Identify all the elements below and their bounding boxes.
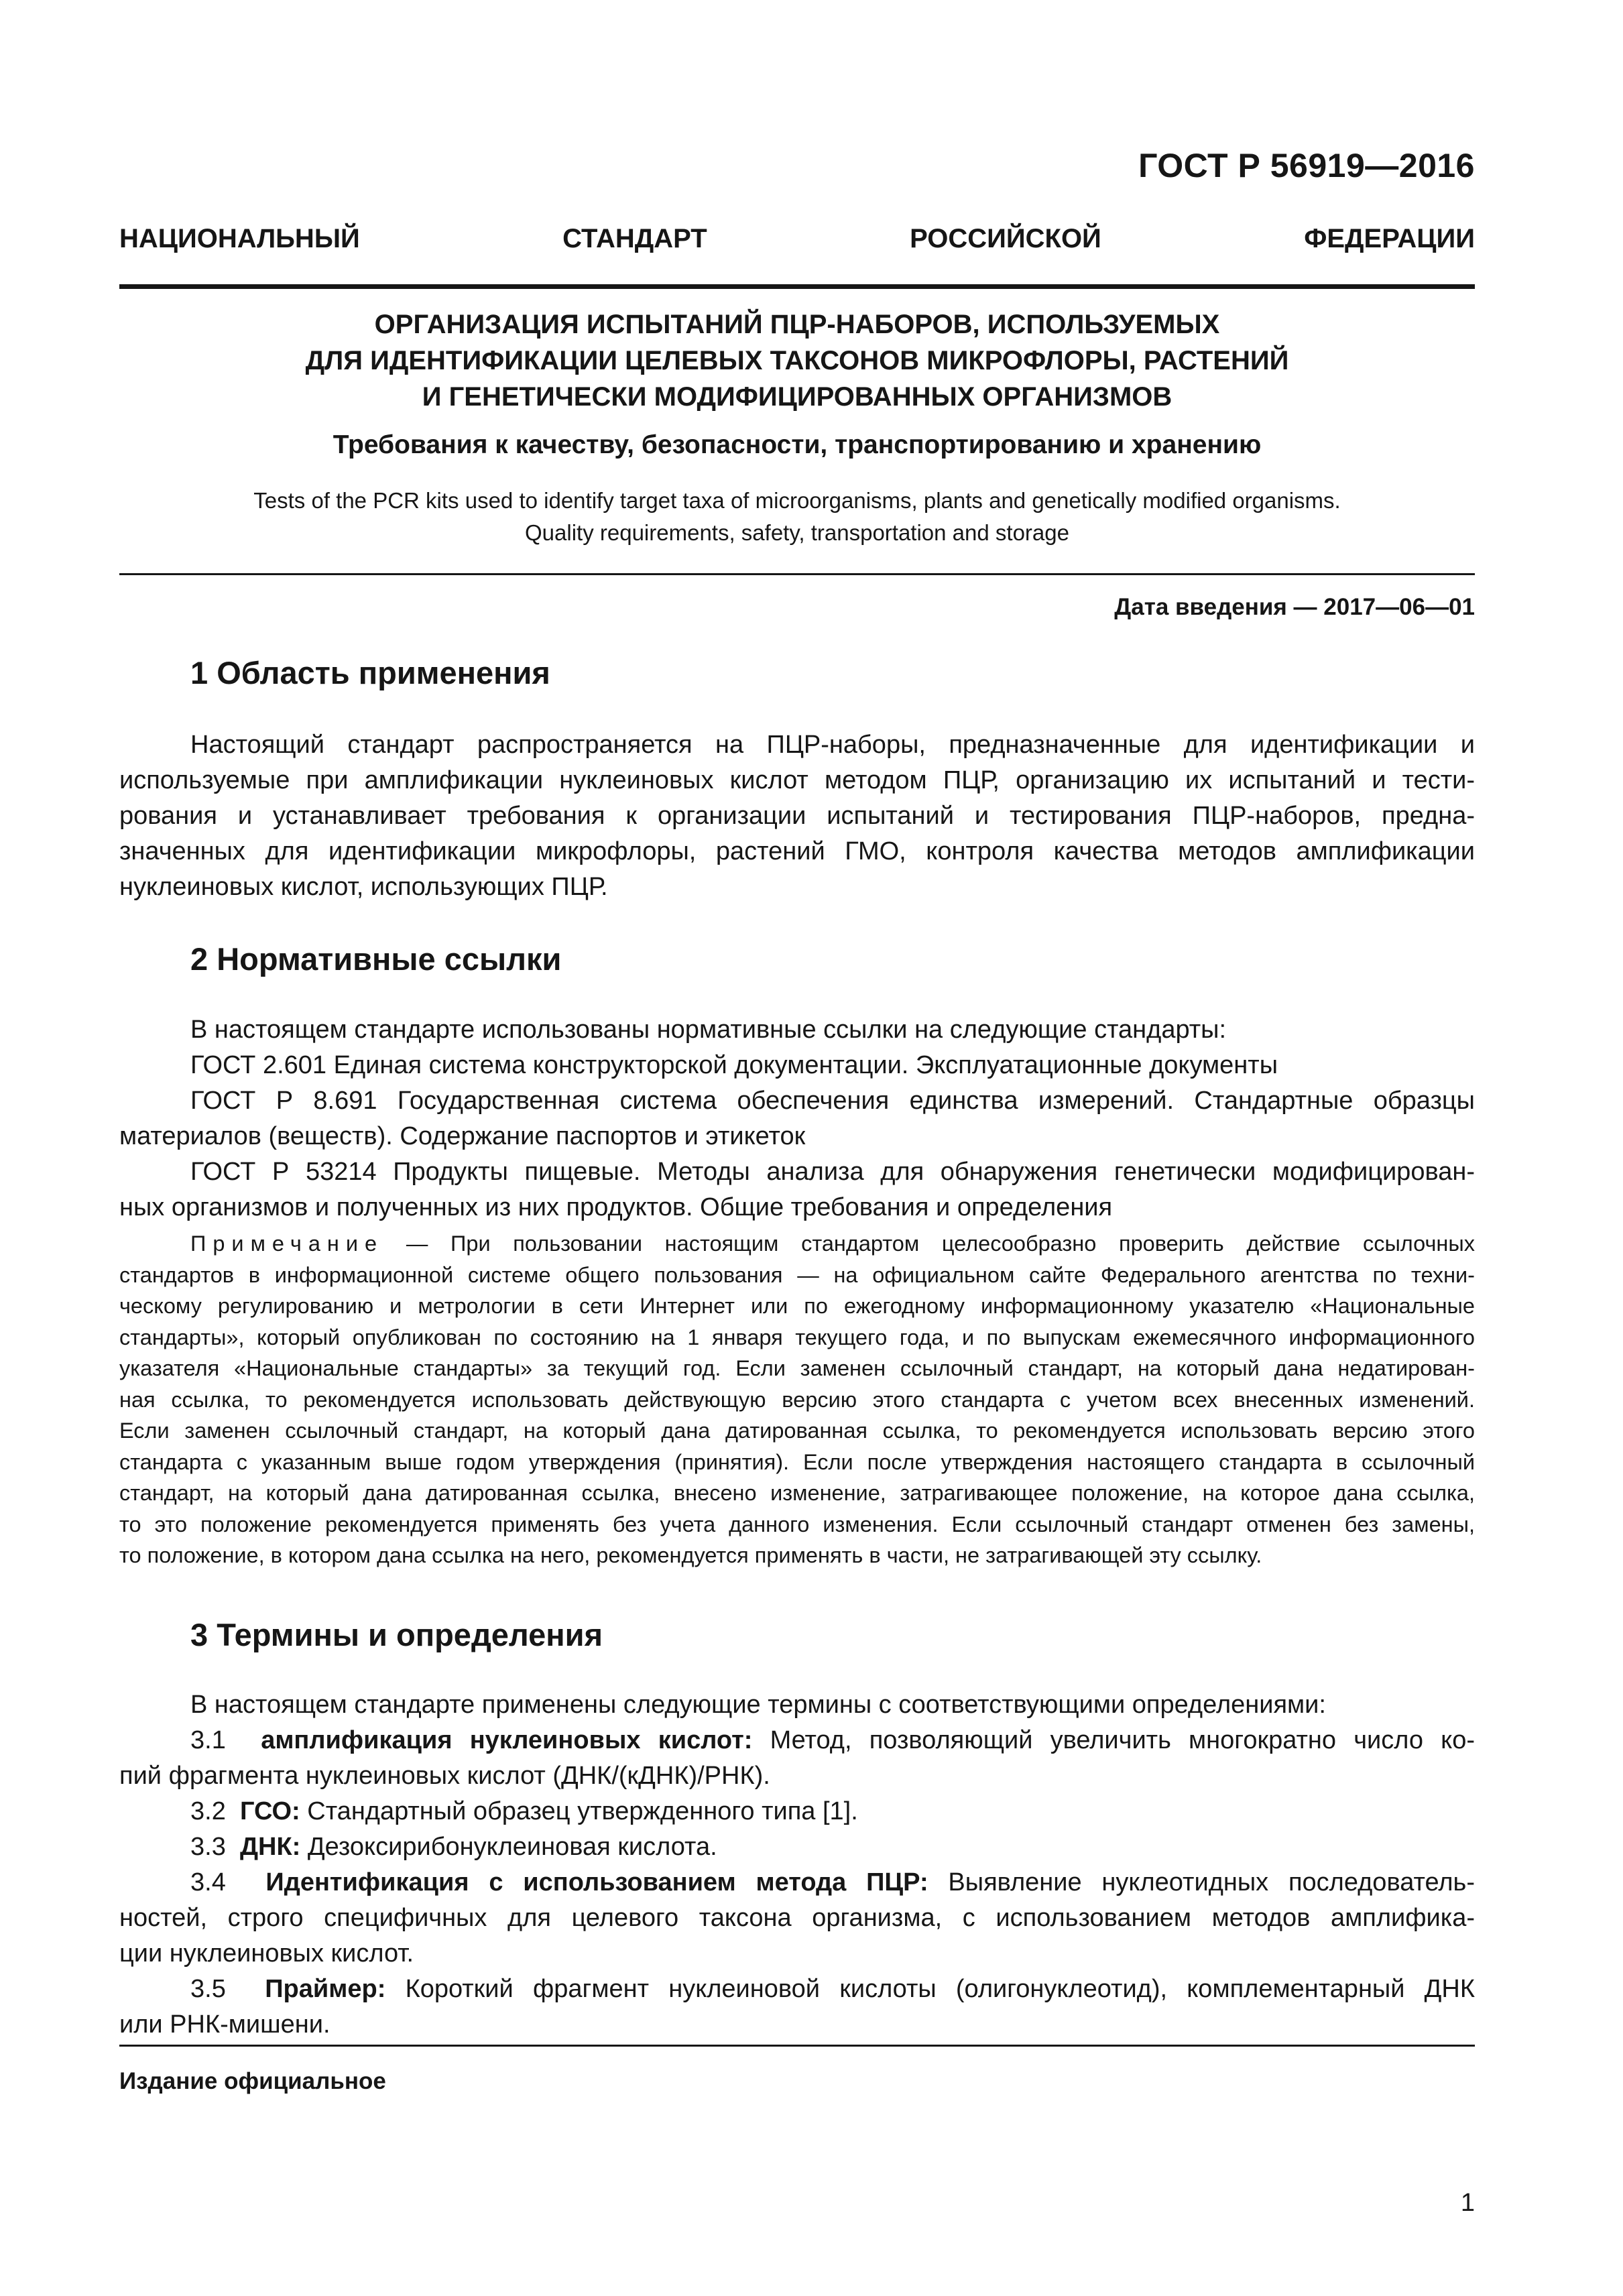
note-line: стандартов в информационной системе общего пользования — на официальном сайте Федерального агентства по техни- — [119, 1262, 1475, 1287]
document-title — [119, 306, 1475, 415]
text-line: или РНК-мишени. — [119, 2010, 330, 2039]
text-line: нуклеиновых кислот, использующих ПЦР. — [119, 873, 608, 901]
reference-gost-r-53214: ГОСТ Р 53214 Продукты пищевые. Методы анализа для обнаружения генетически модифицирован- — [190, 1158, 1475, 1186]
note-line: стандарта с указанным выше годом утверждения (принятия). Если после утверждения настоящего стандарта в ссылочный — [119, 1449, 1475, 1474]
note-line: ная ссылка, то рекомендуется использовать действующую версию этого стандарта с учетом всех внесенных изменений. — [119, 1387, 1475, 1412]
term-name: ДНК: — [239, 1833, 301, 1861]
english-title-line: Tests of the PCR kits used to identify target taxa of microorganisms, plants and genetically modified organisms. — [253, 488, 1341, 513]
introduction-date: Дата введения — 2017—06—01 — [1114, 594, 1475, 620]
term-definition: Выявление нуклеотидных последователь- — [928, 1868, 1475, 1896]
text-line: рования и устанавливает требования к организации испытаний и тестирования ПЦР-наборов, предна- — [119, 802, 1475, 830]
term-name: Идентификация с использованием метода ПЦР: — [265, 1868, 928, 1896]
section-3-text — [119, 1687, 1475, 2043]
text-line: используемые при амплификации нуклеиновых кислот методом ПЦР, организацию их испытаний и тести- — [119, 766, 1475, 794]
term-name: ГСО: — [239, 1797, 300, 1825]
section-3-heading: 3 Термины и определения — [190, 1617, 603, 1652]
title-line: ОРГАНИЗАЦИЯ ИСПЫТАНИЙ ПЦР-НАБОРОВ, ИСПОЛЬЗУЕМЫХ — [374, 310, 1220, 339]
note-line: то это положение рекомендуется применять без учета данного изменения. Если ссылочный стандарт отменен без замены, — [119, 1512, 1475, 1536]
official-edition-label: Издание официальное — [119, 2068, 386, 2094]
header-rule — [119, 284, 1475, 289]
term-name: Праймер: — [265, 1975, 386, 2003]
note-line: ческому регулированию и метрологии в сети Интернет или по ежегодному информационному указателю «Национальные — [119, 1294, 1475, 1318]
text-line: ных организмов и полученных из них продуктов. Общие требования и определения — [119, 1193, 1113, 1221]
term-number: 3.2 — [190, 1797, 226, 1825]
text-line: значенных для идентификации микрофлоры, растений ГМО, контроля качества методов амплификации — [119, 837, 1475, 865]
term-number: 3.3 — [190, 1833, 226, 1861]
text-line: Настоящий стандарт распространяется на ПЦР-наборы, предназначенные для идентификации и — [190, 731, 1475, 759]
document-subtitle: Требования к качеству, безопасности, транспортированию и хранению — [333, 430, 1262, 459]
note-line: стандарт, на который дана датированная ссылка, внесено изменение, затрагивающее положение, на которое дана ссылка, — [119, 1481, 1475, 1505]
text-line: пий фрагмента нуклеиновых кислот (ДНК/(кДНК)/РНК). — [119, 1762, 770, 1790]
term-3-1 — [119, 1723, 1475, 1758]
title-line: И ГЕНЕТИЧЕСКИ МОДИФИЦИРОВАННЫХ ОРГАНИЗМОВ — [422, 382, 1173, 412]
note-label: Примечание — [190, 1231, 384, 1256]
note-line: то положение, в котором дана ссылка на него, рекомендуется применять в части, не затрагивающей эту ссылку. — [119, 1543, 1262, 1567]
term-number: 3.5 — [190, 1975, 226, 2003]
title-rule — [119, 573, 1475, 575]
note-block — [119, 1228, 1475, 1571]
term-definition: Стандартный образец утвержденного типа [1]. — [300, 1797, 858, 1825]
text-line: ции нуклеиновых кислот. — [119, 1939, 414, 1968]
term-3-5 — [119, 1972, 1475, 2007]
section-2-heading: 2 Нормативные ссылки — [190, 941, 562, 977]
note-line: Если заменен ссылочный стандарт, на который дана датированная ссылка, то рекомендуется использовать версию этого — [119, 1418, 1475, 1443]
term-3-2 — [119, 1794, 1475, 1829]
text-line: ностей, строго специфичных для целевого таксона организма, с использованием методов амплифика- — [119, 1904, 1475, 1932]
english-title-line: Quality requirements, safety, transportation and storage — [525, 520, 1069, 545]
term-3-3 — [119, 1829, 1475, 1865]
english-title — [119, 485, 1475, 549]
term-definition: Метод, позволяющий увеличить многократно число ко- — [752, 1726, 1475, 1754]
term-definition: Дезоксирибонуклеиновая кислота. — [300, 1833, 717, 1861]
section-2-text — [119, 1012, 1475, 1225]
footer-rule — [119, 2045, 1475, 2047]
note-line: — При пользовании настоящим стандартом целесообразно проверить действие ссылочных — [383, 1231, 1475, 1256]
term-name: амплификация нуклеиновых кислот: — [261, 1726, 753, 1754]
page-number: 1 — [1460, 2189, 1475, 2217]
term-3-4 — [119, 1865, 1475, 1900]
section-1-heading: 1 Область применения — [190, 655, 550, 690]
note-line: стандарты», который опубликован по состоянию на 1 января текущего года, и по выпускам ежемесячного информационного — [119, 1325, 1475, 1349]
term-number: 3.4 — [190, 1868, 226, 1896]
text-line: материалов (веществ). Содержание паспортов и этикеток — [119, 1122, 806, 1150]
section-1-text — [119, 727, 1475, 905]
term-definition: Короткий фрагмент нуклеиновой кислоты (олигонуклеотид), комплементарный ДНК — [385, 1975, 1475, 2003]
national-standard-banner: НАЦИОНАЛЬНЫЙ СТАНДАРТ РОССИЙСКОЙ ФЕДЕРАЦИИ — [119, 224, 1475, 253]
reference-gost-2-601: ГОСТ 2.601 Единая система конструкторской документации. Эксплуатационные документы — [190, 1051, 1278, 1079]
reference-gost-r-8-691: ГОСТ Р 8.691 Государственная система обеспечения единства измерений. Стандартные образцы — [190, 1087, 1475, 1115]
document-code: ГОСТ Р 56919—2016 — [1138, 147, 1475, 184]
text-line: В настоящем стандарте применены следующие термины с соответствующими определениями: — [190, 1691, 1326, 1719]
term-number: 3.1 — [190, 1726, 226, 1754]
text-line: В настоящем стандарте использованы нормативные ссылки на следующие стандарты: — [190, 1016, 1227, 1044]
title-line: ДЛЯ ИДЕНТИФИКАЦИИ ЦЕЛЕВЫХ ТАКСОНОВ МИКРОФЛОРЫ, РАСТЕНИЙ — [305, 346, 1289, 375]
note-line: указателя «Национальные стандарты» за текущий год. Если заменен ссылочный стандарт, на который дана недатирован- — [119, 1356, 1475, 1380]
